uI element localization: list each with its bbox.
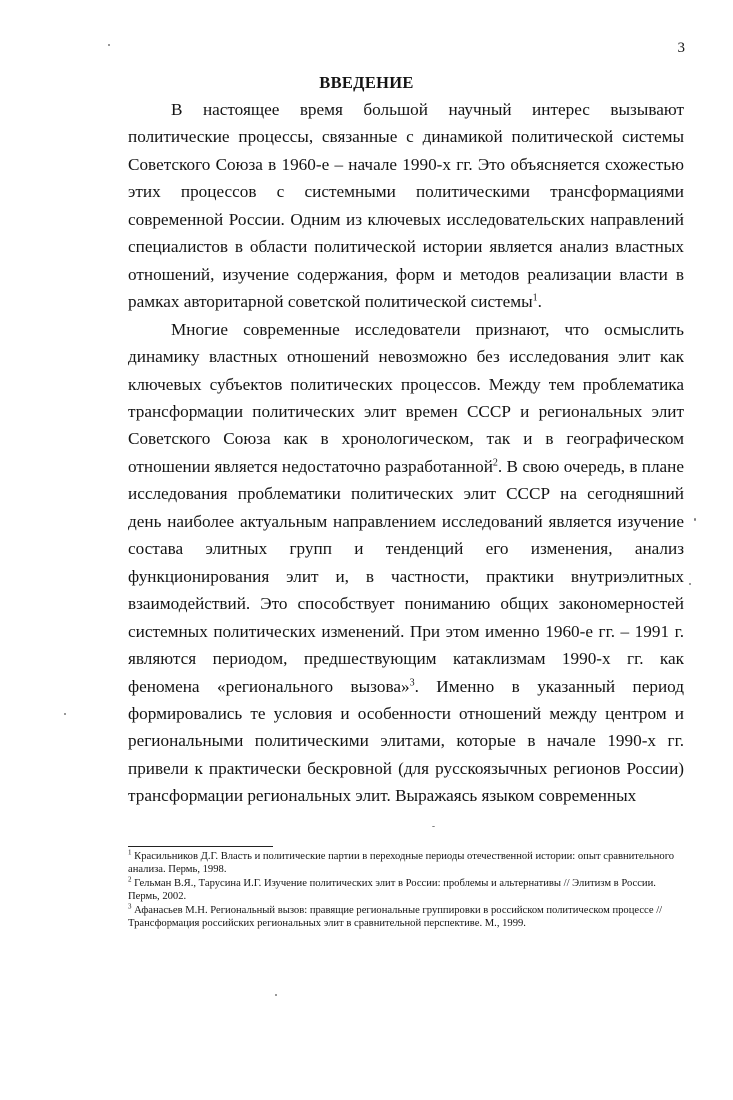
- paragraph-2: [128, 316, 684, 810]
- page-number: 3: [677, 40, 685, 56]
- footnote-text-1: Красильников Д.Г. Власть и политические партии в переходные периоды отечественной истории: опыт сравнительного анализа. Пермь, 1998.: [128, 851, 675, 876]
- footnotes: [128, 850, 688, 930]
- scan-speck: [689, 583, 691, 585]
- footnote-3: [128, 904, 688, 931]
- footnote-divider: [128, 846, 273, 847]
- paragraph-1-end: .: [537, 292, 542, 312]
- footnote-1: [128, 850, 688, 877]
- footnote-mark-1: 1: [128, 848, 132, 857]
- footnote-mark-2: 2: [128, 875, 132, 884]
- scan-speck: [694, 518, 696, 521]
- footnote-2: [128, 877, 688, 904]
- footnote-text-3: Афанасьев М.Н. Региональный вызов: правящие региональные группировки в российском политическом процессе // Трансформация российских региональных элит в сравнительной перспективе. М., 1999.: [128, 904, 663, 930]
- footnote-mark-3: 3: [128, 902, 132, 911]
- footnote-text-2: Гельман В.Я., Тарусина И.Г. Изучение политических элит в России: проблемы и альтернативы // Элитизм в России. Пермь, 2002.: [128, 877, 656, 903]
- page-title: ВВЕДЕНИЕ: [319, 73, 414, 92]
- paragraph-2-part-2: . В свою очередь, в плане исследования проблематики политических элит СССР на сегодняшний день наиболее актуальным направлением исследований является изучение состава элитных групп и тенденций его изменения, анализ функционирования элит и, в частности, практики внутриэлитных взаимодействий. Это способствует пониманию общих закономерностей системных политических изменений. При этом именно 1960-е гг. – 1991 г. являются периодом, предшествующим катаклизмам 1990-х гг. как феномена «регионального вызова»: [128, 456, 684, 696]
- scan-speck: [64, 713, 66, 715]
- footnote-ref-3: 3: [409, 676, 415, 688]
- scan-speck: [108, 44, 110, 46]
- paragraph-2-part-3: . Именно в указанный период формировались те условия и особенности отношений между центром и региональными политическими элитами, которые в начале 1990-х гг. привели к практически бескровной (для русскоязычных регионов России) трансформации региональных элит. Выражаясь языком современных: [128, 676, 684, 806]
- paragraph-1-text: В настоящее время большой научный интерес вызывают политические процессы, связанные с динамикой политической системы Советского Союза в 1960-е – начале 1990-х гг. Это объясняется схожестью этих процессов с системными политическими трансформациями современной России. Одним из ключевых исследовательских направлений специалистов в области политической истории является анализ властных отношений, изучение содержания, форм и методов реализации власти в рамках авторитарной советской политической системы: [128, 100, 684, 312]
- footnote-ref-2: 2: [492, 457, 498, 469]
- footnote-ref-1: 1: [532, 292, 538, 304]
- paragraph-1: [128, 96, 684, 316]
- body-text: [128, 96, 684, 810]
- scan-speck: [275, 994, 277, 996]
- paragraph-2-part-1: Многие современные исследователи признают, что осмыслить динамику властных отношений невозможно без исследования элит как ключевых субъектов политических процессов. Между тем проблематика трансформации политических элит времен СССР и региональных элит Советского Союза как в хронологическом, так и в географическом отношении является недостаточно разработанной: [128, 319, 684, 476]
- scan-speck: [432, 826, 435, 827]
